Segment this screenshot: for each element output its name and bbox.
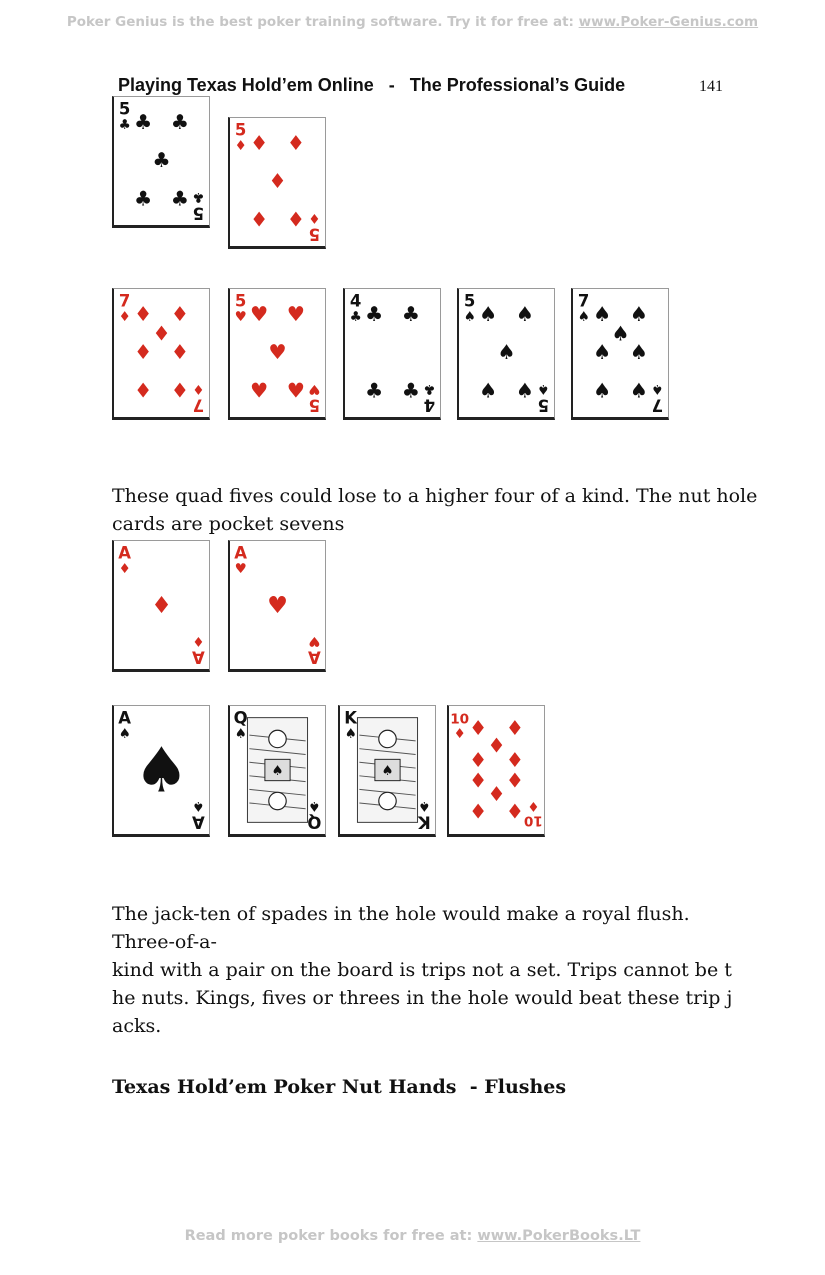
card-rank: 10 [450,711,470,728]
playing-card-a-of-spades [112,705,210,837]
card-rank: 5 [234,120,247,140]
card-suit-icon: ♠ [234,726,247,743]
playing-card-5-of-diamonds [228,117,326,249]
playing-card-5-of-hearts [228,288,326,420]
card-pip: ♠ [629,378,649,403]
card-pip: ♦ [505,799,525,824]
card-suit-icon: ♣ [192,188,205,205]
card-pip: ♠ [611,321,630,346]
playing-card-7-of-diamonds [112,288,210,420]
card-center-pip: ♦ [151,591,172,619]
card-pip: ♦ [133,339,153,364]
text-line: kind with a pair on the board is trips not a set. Trips cannot be t [112,959,732,981]
playing-card-a-of-diamonds [112,540,210,672]
card-suit-icon: ♠ [308,797,321,814]
card-pip: ♦ [286,207,306,232]
playing-card-k-of-spades [338,705,436,837]
card-pip: ♣ [133,110,153,135]
section-heading: Texas Hold’em Poker Nut Hands - Flushes [112,1076,567,1098]
text-line: These quad fives could lose to a higher four of a kind. The nut hole [112,485,758,507]
card-rank: 5 [308,224,321,244]
card-suit-icon: ♠ [418,797,431,814]
playing-card-a-of-hearts [228,540,326,672]
card-pip: ♦ [468,748,488,773]
bottom-banner-text: Read more poker books for free at: [184,1228,478,1244]
card-pip: ♣ [170,110,190,135]
card-rank: 7 [651,395,664,415]
card-suit-icon: ♠ [192,797,205,814]
card-suit-icon: ♠ [537,380,550,397]
court-figure-Q [247,718,307,823]
card-rank: Q [233,708,248,728]
playing-card-5-of-clubs [112,96,210,228]
card-rank: 10 [523,812,543,829]
card-rank: K [344,708,358,728]
card-pip: ♦ [268,168,287,193]
card-pip: ♣ [401,378,421,403]
card-suit-icon: ♠ [118,726,131,743]
running-header: Playing Texas Hold’em Online - The Professional’s Guide [118,75,626,95]
card-pip: ♠ [592,302,612,327]
card-rank: A [191,812,205,832]
card-rank: 5 [118,99,131,119]
playing-card-4-of-clubs [343,288,441,420]
card-pip: ♦ [152,321,171,346]
card-rank: K [417,812,431,832]
bottom-banner [0,1228,825,1244]
card-pip: ♠ [592,339,612,364]
card-suit-icon: ♠ [577,309,590,326]
card-rank: 4 [349,291,362,311]
card-suit-icon: ♦ [234,138,247,155]
card-suit-icon: ♠ [463,309,476,326]
card-pip: ♦ [249,131,269,156]
card-pip: ♠ [592,378,612,403]
card-rank: 4 [423,395,436,415]
card-suit-icon: ♦ [192,380,205,397]
card-pip: ♥ [286,302,306,327]
playing-card-5-of-spades [457,288,555,420]
card-pip: ♠ [629,302,649,327]
playing-card-7-of-spades [571,288,669,420]
card-suit-icon: ♥ [308,380,321,397]
court-figure-K [357,718,417,823]
card-pip: ♣ [364,378,384,403]
card-pip: ♣ [364,302,384,327]
card-pip: ♦ [487,782,506,807]
card-pip: ♣ [401,302,421,327]
top-banner [0,14,825,30]
top-banner-text: Poker Genius is the best poker training software. Try it for free at: [66,14,579,30]
card-suit-icon: ♥ [234,309,247,326]
text-line: Three-of-a- [112,931,217,953]
card-pip: ♠ [629,339,649,364]
card-center-pip: ♥ [267,591,288,619]
card-rank: A [234,543,248,563]
card-suit-icon: ♦ [118,309,131,326]
card-rank: A [118,708,132,728]
card-pip: ♠ [478,378,498,403]
card-pip: ♠ [515,302,535,327]
card-pip: ♦ [468,716,488,741]
card-suit-icon: ♦ [118,561,131,578]
card-rank: 7 [577,291,590,311]
court-suit-pip: ♠ [271,762,284,779]
card-pip: ♠ [515,378,535,403]
card-rank: A [118,543,132,563]
card-pip: ♦ [170,302,190,327]
card-pip: ♠ [478,302,498,327]
paragraph-royal-flush [112,900,732,1040]
card-suit-icon: ♦ [192,632,205,649]
card-pip: ♦ [133,378,153,403]
playing-card-10-of-diamonds [447,705,545,837]
card-pip: ♦ [505,748,525,773]
card-pip: ♦ [170,378,190,403]
card-pip: ♦ [505,768,525,793]
card-rank: 5 [308,395,321,415]
card-pip: ♦ [170,339,190,364]
card-pip: ♣ [170,186,190,211]
card-suit-icon: ♣ [118,117,131,134]
card-rank: 5 [234,291,247,311]
card-suit-icon: ♣ [423,380,436,397]
card-suit-icon: ♥ [234,561,247,578]
card-pip: ♦ [468,799,488,824]
card-suit-icon: ♦ [453,726,466,743]
card-rank: 5 [192,203,205,223]
card-suit-icon: ♠ [651,380,664,397]
card-suit-icon: ♦ [308,209,321,226]
card-pip: ♦ [468,768,488,793]
text-line: The jack-ten of spades in the hole would make a royal flush. [112,903,690,925]
playing-card-q-of-spades [228,705,326,837]
poker-genius-link[interactable]: www.Poker-Genius.com [578,14,759,30]
text-line: cards are pocket sevens [112,513,345,535]
text-line: he nuts. Kings, fives or threes in the hole would beat these trip j [112,987,733,1009]
card-rank: 7 [118,291,131,311]
card-rank: Q [307,812,322,832]
card-pip: ♥ [286,378,306,403]
card-pip: ♦ [286,131,306,156]
paragraph-quad-fives [112,482,758,538]
card-rank: 5 [463,291,476,311]
poker-books-link[interactable]: www.PokerBooks.LT [477,1228,641,1244]
card-suit-icon: ♦ [527,797,540,814]
card-pip: ♦ [133,302,153,327]
card-pip: ♣ [133,186,153,211]
card-pip: ♠ [497,339,516,364]
card-rank: 5 [537,395,550,415]
card-pip: ♦ [487,733,506,758]
card-rank: 7 [192,395,205,415]
card-pip: ♥ [268,339,287,364]
card-center-pip: ♠ [133,733,190,807]
card-suit-icon: ♥ [308,632,321,649]
card-suit-icon: ♣ [349,309,362,326]
card-pip: ♦ [249,207,269,232]
card-pip: ♥ [249,378,269,403]
card-pip: ♥ [249,302,269,327]
court-suit-pip: ♠ [381,762,394,779]
card-rank: A [191,647,205,667]
page-number: 141 [699,78,723,95]
card-pip: ♦ [505,716,525,741]
text-line: acks. [112,1015,162,1037]
card-pip: ♣ [152,147,171,172]
card-rank: A [307,647,321,667]
card-suit-icon: ♠ [344,726,357,743]
